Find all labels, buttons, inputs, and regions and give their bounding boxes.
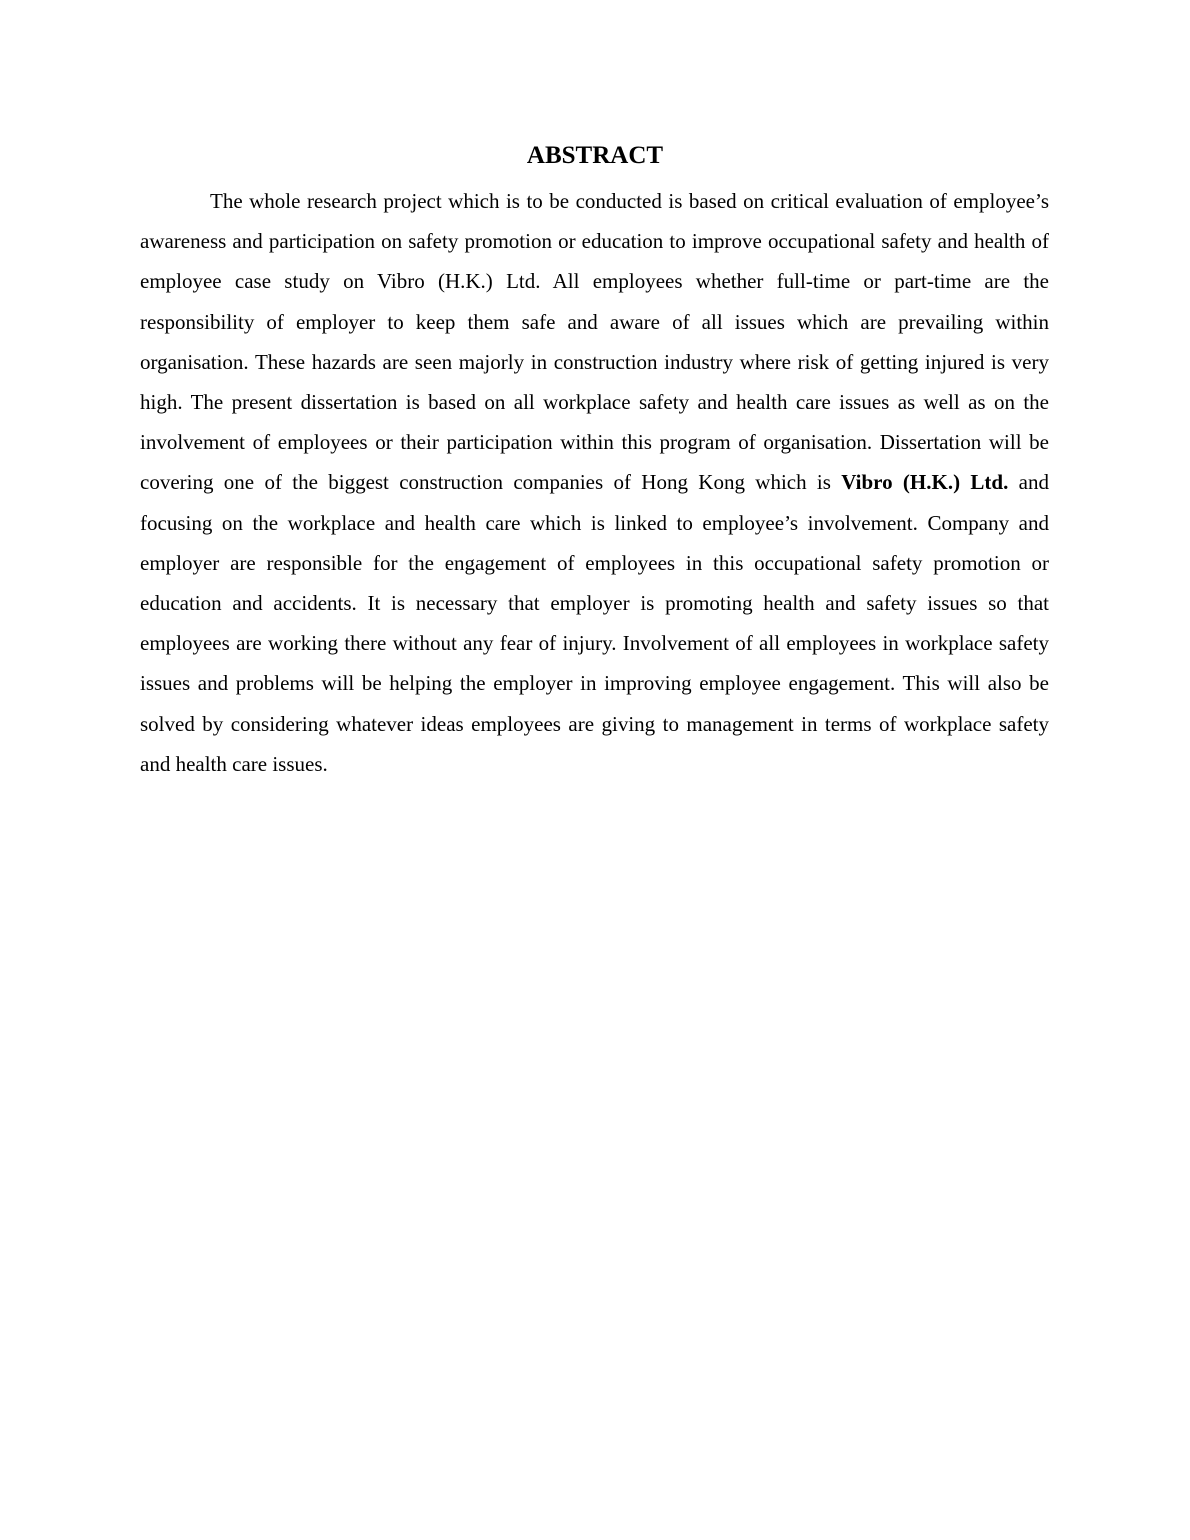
abstract-paragraph (140, 181, 1049, 784)
abstract-title: ABSTRACT (526, 142, 664, 169)
company-name-bold: Vibro (H.K.) Ltd. (841, 470, 1009, 495)
abstract-text-part-2: and focusing on the workplace and health care which is linked to employee’s involvement. Company and employer are responsible for the engagement of employees in this occupational safety promotion or education and accidents. It is necessary that employer is promoting health and safety issues so that employees are working there without any fear of injury. Involvement of all employees in workplace safety issues and problems will be helping the employer in improving employee engagement. This will also be solved by considering whatever ideas employees are giving to management in terms of workplace safety and health care issues. (140, 470, 1049, 776)
abstract-text-part-1: The whole research project which is to be conducted is based on critical evaluation of employee’s awareness and participation on safety promotion or education to improve occupational safety and health of employee case study on Vibro (H.K.) Ltd. All employees whether full-time or part-time are the responsibility of employer to keep them safe and aware of all issues which are prevailing within organisation. These hazards are seen majorly in construction industry where risk of getting injured is very high. The present dissertation is based on all workplace safety and health care issues as well as on the involvement of employees or their participation within this program of organisation. Dissertation will be covering one of the biggest construction companies of Hong Kong which is (140, 189, 1049, 495)
